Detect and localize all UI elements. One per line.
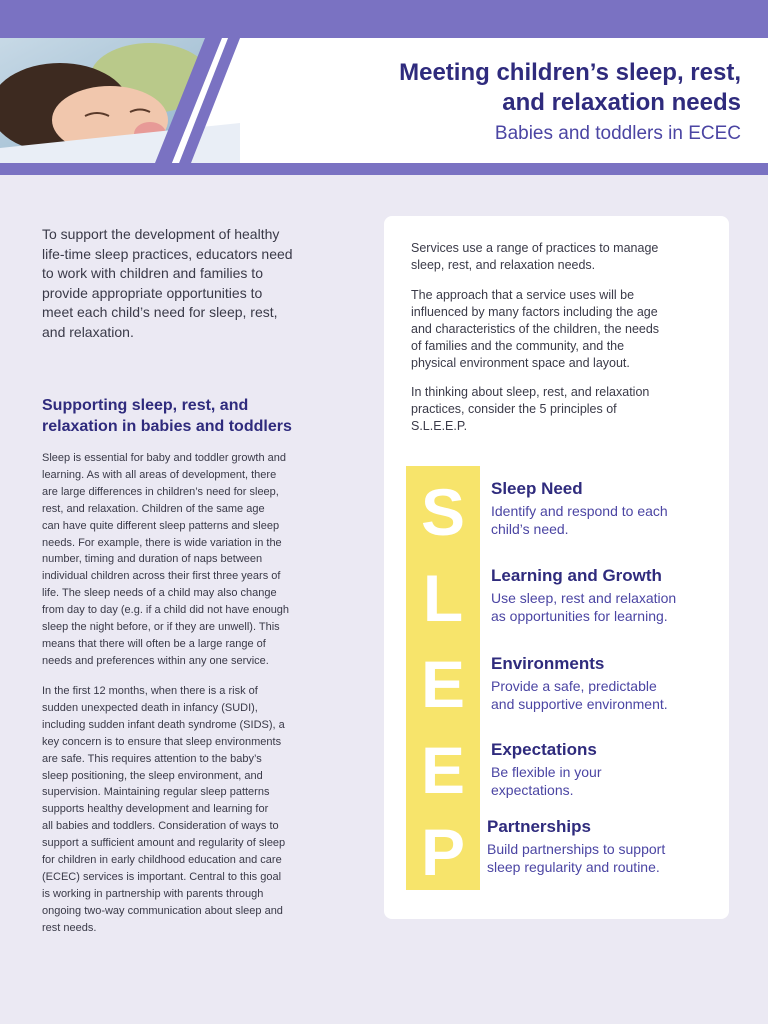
- principle-environments: [491, 653, 716, 713]
- principle-sleep-need: [491, 478, 716, 538]
- header-bottom-band: [0, 163, 768, 175]
- card-paragraph-2: The approach that a service uses will be influenced by many factors including the age and characteristics of the children, the needs of families and the community, and the physical environment space and layout.: [411, 288, 660, 370]
- letter-p: P: [420, 815, 466, 889]
- principle-description: Identify and respond to each child’s need.: [491, 503, 668, 537]
- page-subtitle: Babies and toddlers in ECEC: [494, 123, 741, 144]
- principle-partnerships: [487, 816, 712, 876]
- principle-description: Use sleep, rest and relaxation as opportunities for learning.: [491, 590, 677, 624]
- sleep-acronym-bar: [406, 466, 480, 890]
- principle-description: Build partnerships to support sleep regularity and routine.: [487, 841, 666, 875]
- letter-l: L: [422, 561, 464, 635]
- body-paragraph-2: In the first 12 months, when there is a risk of sudden unexpected death in infancy (SUDI), including sudden infant death syndrome (SIDS), a key concern is to ensure that sleep environments are safe. This requires attention to the baby’s sleep positioning, the sleep environment, and supervision. Maintaining regular sleep patterns supports healthy development and learning for all babies and toddlers. Consideration of ways to support a sufficient amount and regularity of sleep for children in early childhood education and care (ECEC) services is important. Central to this goal is working in partnership with parents through ongoing two-way communication about sleep and rest needs.: [42, 685, 286, 934]
- principle-title: Environments: [491, 654, 605, 673]
- card-paragraph-3: In thinking about sleep, rest, and relaxation practices, consider the 5 principles of S.L.E.E.P.: [411, 385, 650, 433]
- principle-title: Learning and Growth: [491, 566, 662, 585]
- letter-e-second: E: [420, 733, 466, 807]
- top-color-band: [0, 0, 768, 38]
- principle-title: Expectations: [491, 740, 597, 759]
- principle-description: Be flexible in your expectations.: [491, 764, 602, 798]
- sleep-principles-card: [384, 216, 729, 919]
- title-line-2: and relaxation needs: [502, 89, 741, 116]
- title-line-1: Meeting children’s sleep, rest,: [399, 59, 741, 86]
- principle-expectations: [491, 739, 716, 799]
- principle-title: Partnerships: [487, 817, 591, 836]
- letter-s: S: [420, 475, 466, 549]
- principle-learning-and-growth: [491, 565, 716, 625]
- page-title: [261, 58, 741, 118]
- letter-e: E: [420, 647, 466, 721]
- card-paragraph-1: Services use a range of practices to manage sleep, rest, and relaxation needs.: [411, 241, 659, 272]
- body-paragraph-1: Sleep is essential for baby and toddler growth and learning. As with all areas of development, there are large differences in children’s need for sleep, rest, and relaxation. Children of the same age can have quite different sleep patterns and sleep needs. For example, there is wide variation in the number, timing and duration of naps between individual children across their first three years of life. The sleep needs of a child may also change from day to day (e.g. if a child did not have enough sleep the night before, or if they are unwell). This means that there will often be a large range of needs and preferences within any one service.: [42, 452, 290, 667]
- principle-title: Sleep Need: [491, 479, 583, 498]
- principle-description: Provide a safe, predictable and supportive environment.: [491, 678, 668, 712]
- intro-paragraph: To support the development of healthy life-time sleep practices, educators need to work with children and families to provide appropriate opportunities to meet each child’s need for sleep, rest, and relaxation.: [42, 226, 293, 340]
- sleeping-child-photo: [0, 38, 240, 163]
- section-heading: Supporting sleep, rest, and relaxation in babies and toddlers: [42, 397, 292, 435]
- header: [0, 38, 768, 163]
